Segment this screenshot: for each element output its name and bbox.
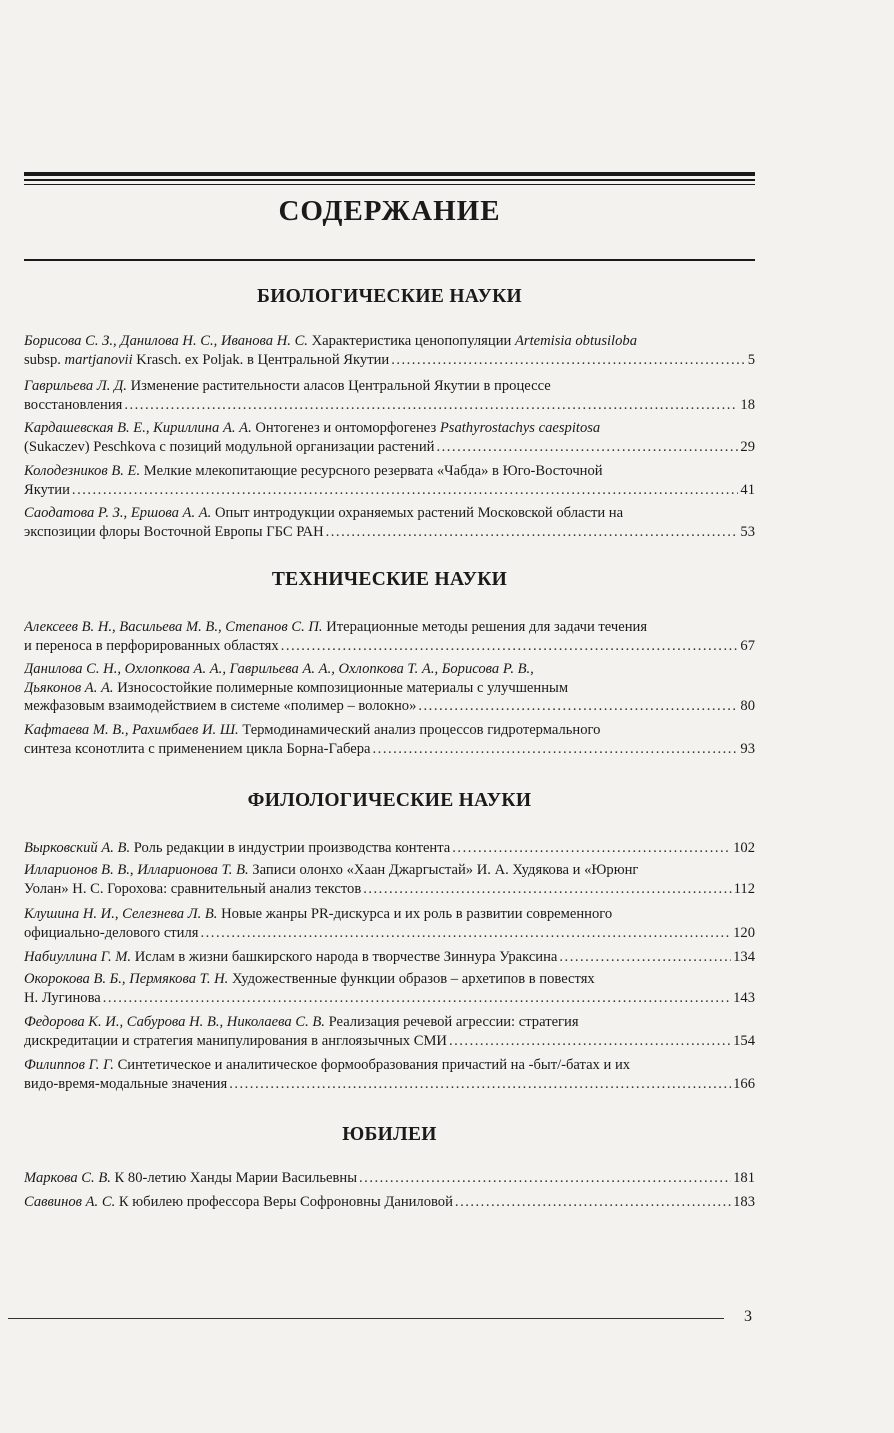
leader-dots [391, 351, 746, 370]
entry-last-line [24, 438, 755, 457]
toc-entry[interactable] [24, 839, 755, 858]
leader-dots [72, 481, 738, 500]
entry-title-segment: Psathyrostachys caespitosa [439, 420, 601, 436]
entry-line [24, 618, 755, 637]
entry-page-number: 154 [733, 1032, 755, 1049]
entry-text [24, 351, 389, 370]
entry-page-number: 80 [740, 698, 755, 715]
entry-page-number: 29 [740, 438, 755, 455]
entry-authors: Борисова С. З., Данилова Н. С., Иванова Н. С. [24, 333, 308, 349]
entry-page-number: 67 [740, 637, 755, 654]
leader-dots [326, 523, 739, 542]
entry-text [24, 637, 279, 656]
entry-last-line [24, 1193, 755, 1212]
entry-last-line [24, 481, 755, 500]
entry-title-segment: martjanovii [64, 351, 133, 368]
entry-line [24, 1013, 755, 1032]
toc-entry[interactable] [24, 1013, 755, 1050]
entry-title-segment: восстановления [24, 396, 123, 413]
entry-page-number: 120 [733, 924, 755, 941]
entry-last-line [24, 740, 755, 759]
entry-authors: Набиуллина Г. М. [24, 949, 132, 965]
entry-text [24, 1032, 447, 1051]
entry-authors: Окорокова В. Б., Пермякова Т. Н. [24, 971, 229, 987]
entry-last-line [24, 1075, 755, 1094]
entry-line [24, 861, 755, 880]
entry-authors: Гаврильева Л. Д. [24, 378, 127, 394]
entry-authors: Саввинов А. С. [24, 1194, 116, 1210]
entry-line [24, 679, 755, 698]
toc-entry[interactable] [24, 660, 755, 716]
entry-text [24, 1169, 357, 1188]
entry-line [24, 1056, 755, 1075]
entry-last-line [24, 880, 755, 899]
entry-page-number: 53 [740, 523, 755, 540]
entry-title-segment: официально-делового стиля [24, 924, 199, 941]
entry-authors: Федорова К. И., Сабурова Н. В., Николаева С. В. [24, 1014, 325, 1030]
entry-authors: Дьяконов А. А. [24, 679, 114, 696]
entry-last-line [24, 523, 755, 542]
entry-text [24, 989, 101, 1008]
entry-page-number: 102 [733, 840, 755, 856]
entry-authors: Филиппов Г. Г. [24, 1057, 114, 1073]
entry-page-number: 18 [740, 396, 755, 413]
entry-last-line [24, 396, 755, 415]
entry-page-number: 134 [733, 949, 755, 965]
entry-line [24, 332, 755, 351]
title-underline [24, 259, 755, 261]
entry-last-line [24, 839, 755, 858]
entry-page-number: 5 [747, 351, 755, 368]
leader-dots [363, 880, 731, 899]
page-title: СОДЕРЖАНИЕ [278, 195, 501, 227]
section-heading: ФИЛОЛОГИЧЕСКИЕ НАУКИ [247, 790, 532, 811]
entry-title-segment: и переноса в перфорированных областях [24, 637, 279, 654]
entry-title-segment: Ислам в жизни башкирского народа в творчестве Зиннура Ураксина [134, 949, 558, 965]
entry-authors: Алексеев В. Н., Васильева М. В., Степанов С. П. [24, 619, 323, 635]
entry-title-segment: экспозиции флоры Восточной Европы ГБС РАН [24, 523, 324, 540]
entry-line [24, 721, 755, 740]
leader-dots [124, 396, 738, 415]
entry-last-line [24, 351, 755, 370]
leader-dots [373, 740, 739, 759]
entry-line [24, 377, 755, 396]
leader-dots [449, 1032, 731, 1051]
entry-line [24, 504, 755, 523]
leader-dots [452, 839, 731, 858]
section-heading: ТЕХНИЧЕСКИЕ НАУКИ [271, 569, 508, 590]
entry-title-segment: дискредитации и стратегия манипулирования в англоязычных СМИ [24, 1032, 447, 1049]
toc-entry[interactable] [24, 861, 755, 898]
entry-page-number: 183 [733, 1194, 755, 1210]
section-heading: БИОЛОГИЧЕСКИЕ НАУКИ [257, 286, 522, 307]
entry-last-line [24, 1169, 755, 1188]
entry-text [24, 948, 557, 967]
entry-page-number: 143 [733, 989, 755, 1006]
entry-title-segment: Роль редакции в индустрии производства контента [133, 840, 451, 856]
top-rule-thin [24, 179, 755, 181]
section-heading: ЮБИЛЕИ [342, 1124, 437, 1145]
leader-dots [436, 438, 738, 457]
entry-text [24, 523, 324, 542]
entry-text [24, 438, 434, 457]
entry-title-segment: Износостойкие полимерные композиционные материалы с улучшенным [117, 679, 569, 696]
leader-dots [455, 1193, 731, 1212]
entry-text [24, 697, 416, 716]
entry-authors: Колодезников В. Е. [24, 463, 141, 479]
entry-last-line [24, 697, 755, 716]
leader-dots [418, 697, 738, 716]
entry-title-segment: Художественные функции образов – архетипов в повестях [231, 971, 595, 987]
entry-page-number: 181 [733, 1170, 755, 1186]
entry-title-segment: К 80-летию Ханды Марии Васильевны [114, 1170, 358, 1186]
entry-text [24, 740, 371, 759]
entry-page-number: 93 [740, 740, 755, 757]
entry-line [24, 905, 755, 924]
leader-dots [201, 924, 732, 943]
entry-page-number: 41 [740, 481, 755, 498]
entry-text [24, 481, 70, 500]
toc-entry[interactable] [24, 419, 755, 456]
entry-authors: Вырковский А. В. [24, 840, 131, 856]
toc-entry[interactable] [24, 332, 755, 369]
entry-title-segment: Опыт интродукции охраняемых растений Московской области на [215, 505, 624, 521]
entry-title-segment: Новые жанры PR-дискурса и их роль в развитии современного [221, 906, 613, 922]
entry-text [24, 839, 450, 858]
entry-title-segment: Итерационные методы решения для задачи течения [326, 619, 648, 635]
entry-title-segment: синтеза ксонотлита с применением цикла Борна-Габера [24, 740, 371, 757]
toc-entry[interactable] [24, 970, 755, 1007]
entry-authors: Кардашевская В. Е., Кириллина А. А. [24, 420, 252, 436]
entry-text [24, 924, 199, 943]
top-rule-thick [24, 172, 755, 176]
entry-page-number: 112 [733, 880, 755, 897]
entry-title-segment: Онтогенез и онтоморфогенез [255, 420, 440, 436]
entry-authors: Саодатова Р. З., Ершова А. А. [24, 505, 212, 521]
entry-last-line [24, 948, 755, 967]
entry-title-segment: Artemisia obtusiloba [514, 333, 637, 349]
entry-title-segment: (Sukaczev) Peschkova с позиций модульной организации растений [24, 438, 435, 455]
entry-line [24, 660, 755, 679]
entry-authors: Кафтаева М. В., Рахимбаев И. Ш. [24, 722, 239, 738]
entry-text [24, 1193, 453, 1212]
entry-title-segment: Термодинамический анализ процессов гидротермального [242, 722, 601, 738]
leader-dots [359, 1169, 731, 1188]
leader-dots [103, 989, 731, 1008]
leader-dots [281, 637, 739, 656]
entry-last-line [24, 1032, 755, 1051]
entry-last-line [24, 637, 755, 656]
entry-last-line [24, 989, 755, 1008]
entry-authors: Маркова С. В. [24, 1170, 111, 1186]
page-number: 3 [744, 1308, 752, 1325]
toc-entry[interactable] [24, 377, 755, 414]
entry-text [24, 880, 361, 899]
entry-title-segment: видо-время-модальные значения [24, 1075, 228, 1092]
entry-title-segment: Н. Лугинова [24, 989, 101, 1006]
toc-entry[interactable] [24, 1193, 755, 1212]
entry-line [24, 462, 755, 481]
entry-line [24, 419, 755, 438]
footer-rule [8, 1318, 724, 1319]
entry-text [24, 1075, 227, 1094]
toc-entry[interactable] [24, 618, 755, 655]
entry-title-segment: Мелкие млекопитающие ресурсного резервата «Чабда» в Юго-Восточной [143, 463, 603, 479]
entry-title-segment: subsp. [24, 351, 65, 368]
entry-title-segment: межфазовым взаимодействием в системе «полимер – волокно» [24, 698, 417, 715]
entry-line [24, 970, 755, 989]
leader-dots [229, 1075, 731, 1094]
top-rule-thin-2 [24, 184, 755, 185]
entry-title-segment: Уолан» Н. С. Горохова: сравнительный анализ текстов [24, 880, 362, 897]
leader-dots [559, 948, 731, 967]
entry-title-segment: Изменение растительности аласов Центральной Якутии в процессе [130, 378, 551, 394]
entry-title-segment: К юбилею профессора Веры Софроновны Даниловой [118, 1194, 453, 1210]
toc-entry[interactable] [24, 504, 755, 541]
toc-entry[interactable] [24, 721, 755, 758]
entry-authors: Клушина Н. И., Селезнева Л. В. [24, 906, 218, 922]
entry-title-segment: Реализация речевой агрессии: стратегия [328, 1014, 579, 1030]
entry-authors: Данилова С. Н., Охлопкова А. А., Гаврильева А. А., Охлопкова Т. А., Борисова Р. В., [24, 661, 534, 677]
toc-entry[interactable] [24, 1169, 755, 1188]
toc-entry[interactable] [24, 905, 755, 942]
toc-entry[interactable] [24, 1056, 755, 1093]
toc-entry[interactable] [24, 462, 755, 499]
entry-last-line [24, 924, 755, 943]
entry-text [24, 396, 122, 415]
entry-title-segment: Характеристика ценопопуляции [311, 333, 515, 349]
entry-title-segment: Krasch. ex Poljak. в Центральной Якутии [132, 351, 390, 368]
entry-authors: Илларионов В. В., Илларионова Т. В. [24, 862, 249, 878]
entry-title-segment: Записи олонхо «Хаан Джаргыстай» И. А. Худякова и «Юрюнг [252, 862, 639, 878]
entry-page-number: 166 [733, 1075, 755, 1092]
entry-title-segment: Синтетическое и аналитическое формообразования причастий на -быт/-батах и их [117, 1057, 631, 1073]
entry-title-segment: Якутии [24, 481, 70, 498]
toc-entry[interactable] [24, 948, 755, 967]
